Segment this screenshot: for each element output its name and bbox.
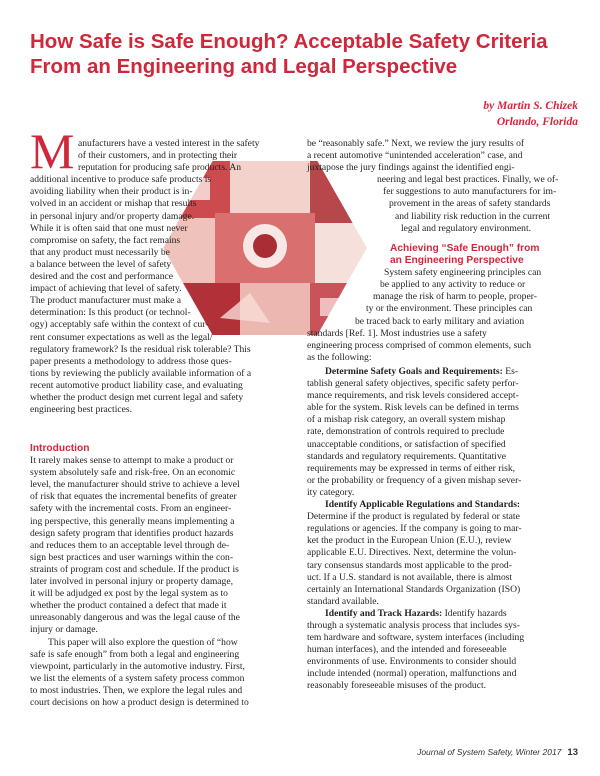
text-line: or the probability or frequency of a given mishap sever- (307, 474, 522, 486)
text-line: impact of achieving that level of safety. (30, 283, 182, 295)
text-line: juxtapose the jury findings against the identified engi- (307, 162, 515, 174)
text-line: System safety engineering principles can (384, 267, 542, 279)
text-line: applicable E.U. Directives. Next, determine the volun- (307, 547, 517, 559)
drop-cap: M (30, 123, 75, 179)
text-line: environments of use. Environments to consider should (307, 656, 517, 668)
text-line: regulatory framework? Is the residual risk tolerable? This (30, 343, 251, 355)
text-line: anufacturers have a vested interest in the safety (78, 138, 260, 149)
text-line: able for the system. Risk levels can be defined in terms (307, 402, 519, 414)
text-line: standards [Ref. 1]. Most industries use a safety (307, 327, 487, 339)
goals-first-line (307, 366, 524, 378)
text-line: The product manufacturer must make a (30, 295, 182, 307)
text-line: sign best practices and user warnings within the con- (30, 551, 234, 563)
title-line-2: From an Engineering and Legal Perspective (30, 54, 458, 78)
text-line: certainly an International Standards Organization (ISO) (307, 583, 521, 595)
text-line: whether the product design met current legal and safety (30, 391, 244, 403)
text-line: and reduces them to an acceptable level through de- (30, 539, 230, 551)
text-line: whether the product contained a defect that made it (30, 600, 227, 612)
text-line: tary consensus standards most applicable to the prod- (307, 559, 512, 571)
text-line: ogy) acceptably safe within the context of cur- (30, 319, 209, 331)
text-line: provement in the areas of safety standards (389, 198, 551, 210)
text-line: court decisions on how a product design is determined to (30, 696, 249, 708)
journal-name: Journal of System Safety, Winter 2017 (417, 747, 562, 757)
text-line: requirements may be expressed in terms of either risk, (307, 462, 516, 474)
introduction-heading: Introduction (30, 443, 90, 454)
text-line: of their customers, and in protecting their (78, 150, 238, 162)
right-column-intro-continuation (307, 138, 558, 235)
text-line: system absolutely safe and risk-free. On an economic (30, 467, 236, 479)
text-line: to most industries. Then, we explore the legal rules and (30, 684, 243, 696)
text-line: volved in an accident or mishap that results (30, 198, 197, 210)
text-line: of risk that equates the incremental benefits of greater (30, 491, 237, 503)
text-line: determination: Is this product (or technol- (30, 307, 191, 319)
text-line: human interfaces), and the intended and foreseeable (307, 644, 507, 656)
text-line: include intended (normal) operation, malfunctions and (307, 668, 517, 680)
text-line: Determine if the product is regulated by federal or state (307, 511, 520, 523)
text-line: a balance between the level of safety (30, 258, 172, 270)
text-line: through a systematic analysis process that includes sys- (307, 619, 520, 631)
text-line: safe is safe enough” from both a legal and engineering (30, 648, 240, 660)
left-column-introduction-section (30, 443, 249, 709)
article-title (30, 30, 570, 79)
text-line: legal and regulatory environment. (401, 222, 532, 234)
text-line: reputation for producing safe products. An (78, 162, 242, 174)
text-line: rate, demonstration of controls required to preclude (307, 426, 505, 438)
text-line: unacceptable conditions, or satisfaction of specified (307, 438, 506, 450)
section-heading-line-2: an Engineering Perspective (390, 255, 524, 267)
text-line: unreasonably dangerous and was the legal cause of the (30, 612, 240, 624)
text-line: recent automotive product liability case, and evaluating (30, 379, 243, 391)
text-line: It rarely makes sense to attempt to make a product or (30, 455, 234, 467)
text-line: tions by reviewing the publicly available information of a (30, 367, 252, 379)
page-number: 13 (567, 747, 578, 758)
hazards-first-line (307, 608, 524, 620)
text-line: a recent automotive “unintended acceleration” case, and (307, 150, 523, 162)
text-line: engineering process comprised of common elements, such (307, 339, 532, 351)
text-line: be traced back to early military and aviation (355, 315, 525, 327)
text-line: injury or damage. (30, 624, 98, 636)
text-line: Identify hazards (444, 607, 507, 619)
text-line: While it is often said that one must never (30, 222, 188, 234)
text-line: compromise on safety, the fact remains (30, 234, 181, 246)
text-line: that any product must necessarily be (30, 246, 170, 258)
text-line: mance requirements, and risk levels considered accept- (307, 390, 519, 402)
text-line: desired and the cost and performance (30, 271, 174, 283)
text-line: uct. If a U.S. standard is not available, there is almost (307, 571, 513, 583)
text-line: rent consumer expectations as well as the legal/ (30, 331, 213, 343)
text-line: straints of program cost and schedule. If the product is (30, 563, 239, 575)
text-line: additional incentive to produce safe products is (30, 174, 212, 186)
text-line: ing perspective, this generally means implementing a (30, 515, 235, 527)
text-line: paper presents a methodology to address those ques- (30, 355, 232, 367)
text-line: later involved in personal injury or property damage, (30, 576, 234, 588)
left-column-intro-paragraph (30, 138, 259, 416)
section-heading-line-1: Achieving “Safe Enough” from (390, 243, 540, 254)
goals-lead: Determine Safety Goals and Requirements: (325, 366, 503, 377)
text-line: in personal injury and/or property damage. (30, 210, 195, 222)
text-line: standard available. (307, 595, 379, 607)
text-line: reasonably foreseeable misuses of the product. (307, 680, 487, 692)
text-line: viewpoint, particularly in the automotive industry. First, (30, 660, 245, 672)
text-line: engineering best practices. (30, 404, 133, 416)
text-line: be “reasonably safe.” Next, we review the jury results of (307, 138, 525, 149)
author-location: Orlando, Florida (496, 116, 578, 128)
text-line: it will be adjudged ex post by the legal system as to (30, 588, 228, 600)
text-line: as the following: (307, 351, 372, 363)
author-name: by Martin S. Chizek (483, 100, 578, 112)
text-line: standards and regulatory requirements. Quantitative (307, 450, 507, 462)
text-line: level, the manufacturer should strive to achieve a level (30, 479, 240, 491)
text-line: ity category. (307, 486, 355, 498)
text-line: regulations or agencies. If the company is going to mar- (307, 523, 522, 535)
right-column-process-elements (307, 366, 524, 693)
title-line-1: How Safe is Safe Enough? Acceptable Safety Criteria (30, 30, 548, 53)
text-line: avoiding liability when their product is in- (30, 186, 193, 198)
page-footer (417, 747, 578, 758)
right-column-engineering-section (307, 243, 541, 364)
text-line: design safety program that identifies product hazards (30, 527, 234, 539)
text-line: Es- (505, 366, 519, 377)
text-line: tem hardware and software, system interfaces (including (307, 632, 525, 644)
hazards-lead: Identify and Track Hazards: (325, 607, 443, 619)
text-line: of a mishap risk category, an overall system mishap (307, 414, 506, 426)
text-line: ket the product in the European Union (E.U.), review (307, 535, 512, 547)
text-line: ty or the environment. These principles can (366, 303, 533, 315)
text-line: and liability risk reduction in the current (395, 210, 551, 222)
regs-lead: Identify Applicable Regulations and Standards: (325, 499, 521, 511)
text-line: safety with the incremental costs. From an engineer- (30, 503, 232, 515)
text-line: manage the risk of harm to people, proper- (373, 291, 537, 303)
text-line: neering and legal best practices. Finally, we of- (377, 174, 559, 186)
text-line: tablish general safety objectives, specific safety perfor- (307, 378, 519, 390)
byline (483, 98, 578, 130)
text-line: fer suggestions to auto manufacturers for im- (383, 186, 557, 198)
text-line: This paper will also explore the question of “how (48, 636, 238, 648)
text-line: we list the elements of a system safety process common (30, 672, 245, 684)
text-line: be applied to any activity to reduce or (380, 279, 526, 291)
